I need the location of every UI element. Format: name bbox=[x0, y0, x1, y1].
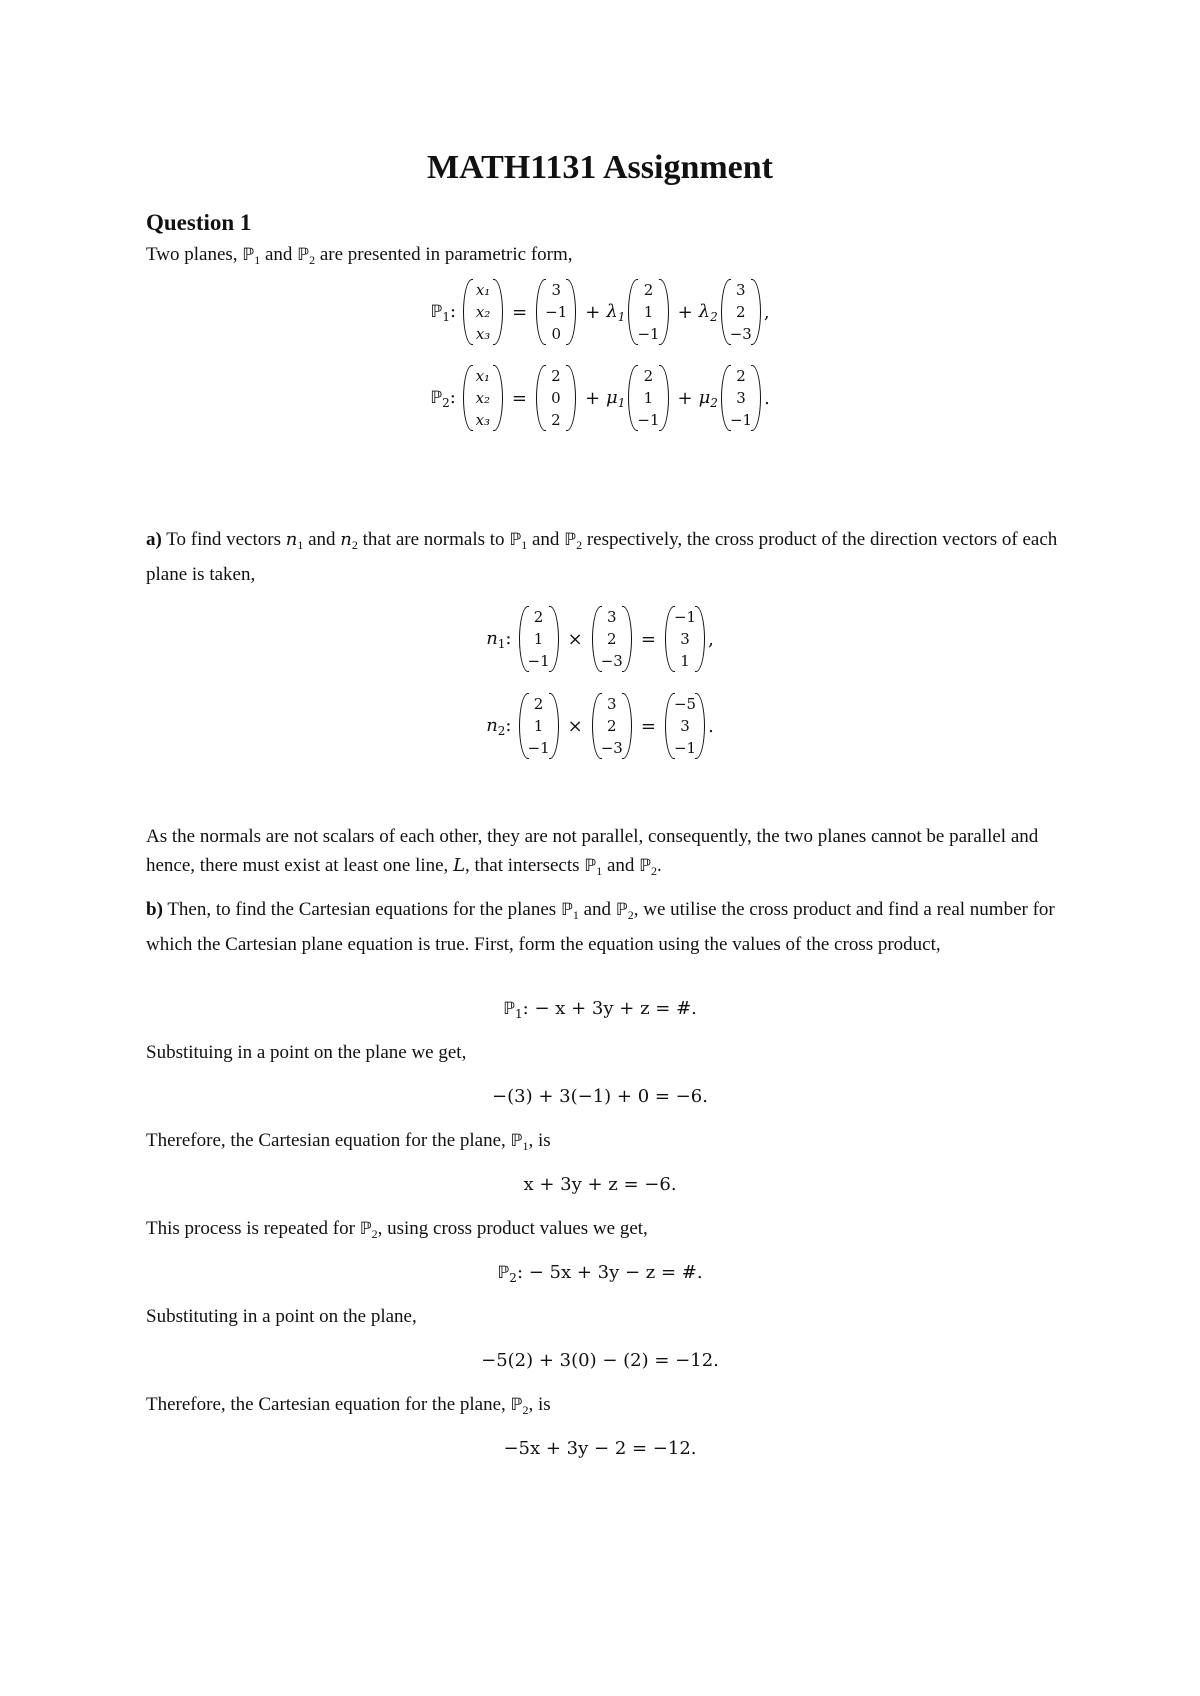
vector-direction-1: 2 1 −1 bbox=[519, 693, 559, 759]
equation-substitution-2: −5(2) + 3(0) − (2) = −12. bbox=[481, 1350, 719, 1371]
vector-result: −1 3 1 bbox=[665, 606, 705, 672]
equals-sign: = bbox=[640, 628, 656, 650]
equals-sign: = bbox=[512, 301, 528, 323]
part-label: a) bbox=[146, 529, 162, 550]
plus-sign: + bbox=[584, 387, 601, 409]
subscript: 1 bbox=[254, 253, 261, 267]
punctuation: , bbox=[763, 301, 770, 323]
plane-symbol: ℙ bbox=[242, 245, 255, 265]
plane-symbol: ℙ bbox=[297, 245, 310, 265]
equation-label: ℙ$_2$: bbox=[430, 386, 456, 410]
parameter-symbol: $\mu_2$ bbox=[698, 386, 718, 410]
intro-text: are presented in parametric form, bbox=[315, 244, 573, 265]
vector-lhs: x₁ x₂ x₃ bbox=[463, 365, 503, 431]
vector-direction-1: 2 1 −1 bbox=[628, 279, 668, 345]
equation-p2-form: ℙ$_2$: − 5x + 3y − z = #. bbox=[497, 1262, 703, 1285]
vector-direction-1: 2 1 −1 bbox=[628, 365, 668, 431]
equation-label: $n_1$: bbox=[486, 627, 512, 651]
normals-paragraph: As the normals are not scalars of each other, they are not parallel, consequently, the two planes cannot be parallel and hence, there must exist at least one line, L, that intersects ℙ$_1$ and ℙ$_2$. bbox=[146, 826, 1039, 878]
equation-p2-cartesian: −5x + 3y − 2 = −12. bbox=[503, 1438, 697, 1459]
substitution-text-1: Substituing in a point on the plane we get, bbox=[146, 1042, 467, 1063]
subscript: 2 bbox=[309, 253, 316, 267]
cross-sign: × bbox=[567, 715, 583, 737]
parameter-symbol: $\mu_1$ bbox=[606, 386, 626, 410]
document-title: MATH1131 Assignment bbox=[426, 149, 773, 186]
vector-direction-2: 2 3 −1 bbox=[721, 365, 761, 431]
vector-direction-1: 2 1 −1 bbox=[519, 606, 559, 672]
intro-text: Two planes, bbox=[146, 244, 243, 265]
punctuation: , bbox=[708, 628, 714, 650]
equals-sign: = bbox=[640, 715, 656, 737]
punctuation: . bbox=[764, 387, 770, 409]
parametric-equation-p1 bbox=[0, 279, 1200, 345]
part-a-paragraph: a) To find vectors $n_1$ and $n_2$ that are normals to ℙ$_1$ and ℙ$_2$ respectively, the cross product of the direction vectors of each plane is taken, bbox=[146, 529, 1058, 585]
substitution-text-2: Substituting in a point on the plane, bbox=[146, 1306, 417, 1327]
equation-p1-form: ℙ$_1$: − x + 3y + z = #. bbox=[503, 998, 697, 1021]
punctuation: . bbox=[708, 715, 714, 737]
vector-lhs: x₁ x₂ x₃ bbox=[463, 279, 503, 345]
therefore-text-1: Therefore, the Cartesian equation for the plane, ℙ$_1$, is bbox=[146, 1130, 551, 1153]
question-heading: Question 1 bbox=[146, 210, 252, 235]
intro-paragraph bbox=[146, 240, 1076, 275]
plus-sign: + bbox=[677, 387, 693, 409]
equation-label: $n_2$: bbox=[486, 714, 512, 738]
part-b-paragraph: b) Then, to find the Cartesian equations for the planes ℙ$_1$ and ℙ$_2$, we utilise the cross product and find a real number for which the Cartesian plane equation is true. First, form the equation using the values of the cross product, bbox=[146, 899, 1055, 955]
equation-substitution-1: −(3) + 3(−1) + 0 = −6. bbox=[492, 1086, 708, 1107]
therefore-text-2: Therefore, the Cartesian equation for the plane, ℙ$_2$, is bbox=[146, 1394, 551, 1417]
equals-sign: = bbox=[511, 387, 527, 409]
normal-equation-n2 bbox=[0, 693, 1200, 759]
vector-direction-2: 3 2 −3 bbox=[721, 279, 761, 345]
parameter-symbol: $\lambda_1$ bbox=[606, 300, 626, 324]
parameter-symbol: $\lambda_2$ bbox=[698, 300, 718, 324]
normal-equation-n1 bbox=[0, 606, 1200, 672]
vector-point: 3 −1 0 bbox=[536, 279, 576, 345]
vector-direction-2: 3 2 −3 bbox=[592, 606, 632, 672]
plus-sign: + bbox=[585, 301, 601, 323]
plus-sign: + bbox=[677, 301, 693, 323]
parametric-equation-p2 bbox=[0, 365, 1200, 431]
cross-sign: × bbox=[567, 628, 583, 650]
part-label: b) bbox=[146, 899, 163, 920]
vector-direction-2: 3 2 −3 bbox=[592, 693, 632, 759]
intro-text: and bbox=[260, 244, 298, 265]
vector-result: −5 3 −1 bbox=[665, 693, 705, 759]
vector-point: 2 0 2 bbox=[536, 365, 576, 431]
equation-p1-cartesian: x + 3y + z = −6. bbox=[523, 1174, 677, 1195]
repeat-text: This process is repeated for ℙ$_2$, using cross product values we get, bbox=[146, 1218, 648, 1241]
equation-label: ℙ$_1$: bbox=[430, 300, 457, 324]
